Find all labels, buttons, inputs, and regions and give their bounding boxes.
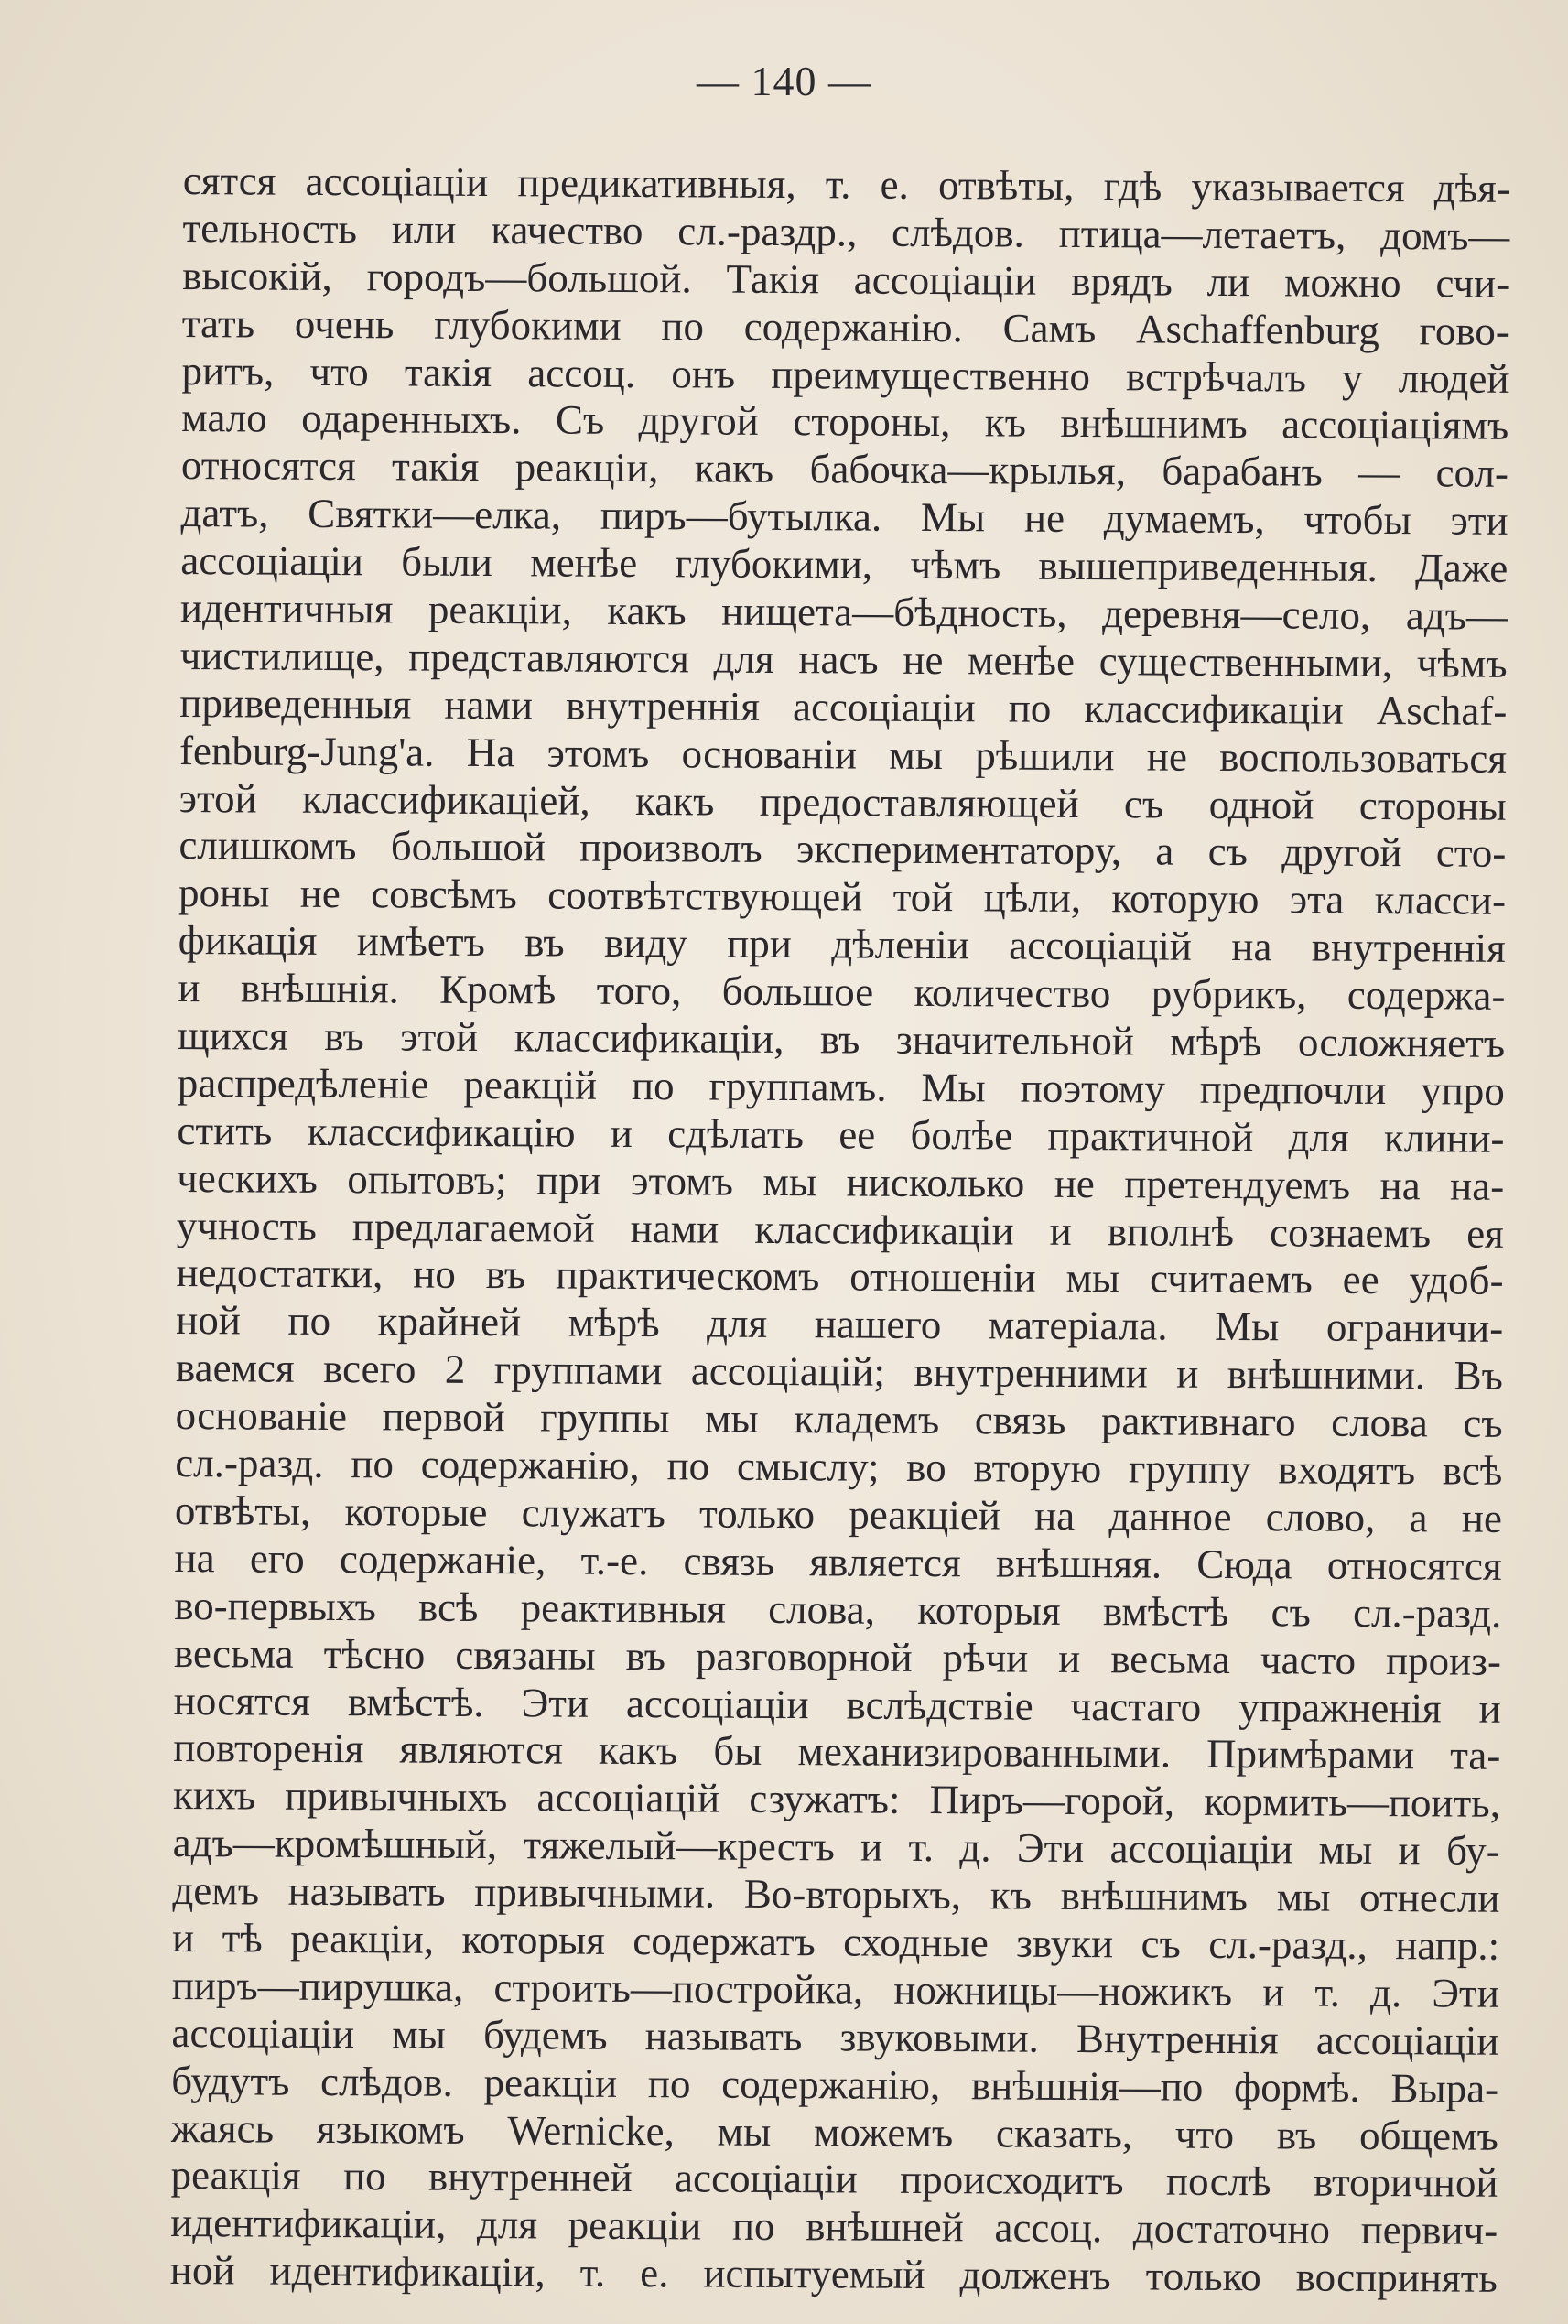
text-line: реакція по внутренней ассоціаціи происходитъ послѣ вторичной	[170, 2152, 1498, 2207]
text-line: датъ, Святки—елка, пиръ—бутылка. Мы не думаемъ, чтобы эти	[180, 490, 1509, 545]
text-line: весьма тѣсно связаны въ разговорной рѣчи и весьма часто произ-	[173, 1629, 1502, 1684]
text-line: носятся вмѣстѣ. Эти ассоціаціи вслѣдствіе частаго упражненія и	[173, 1677, 1501, 1732]
text-line: жаясь языкомъ Wernicke, мы можемъ сказать, что въ общемъ	[170, 2104, 1498, 2159]
text-line: fenburg-Jung'а. На этомъ основаніи мы рѣшили не воспользоваться	[178, 727, 1508, 782]
text-line: идентичныя реакціи, какъ нищета—бѣдность, деревня—село, адъ—	[179, 585, 1509, 639]
text-line: отвѣты, которые служатъ только реакціей на данное слово, а не	[174, 1486, 1503, 1541]
text-line: на его содержаніе, т.-е. связь является внѣшняя. Сюда относятся	[174, 1534, 1502, 1589]
text-line: роны не совсѣмъ соотвѣтствующей той цѣли, которую эта класси-	[178, 870, 1507, 924]
text-line: этой классификаціей, какъ предоставляющей съ одной стороны	[178, 774, 1507, 829]
text-line: учность предлагаемой нами классификаціи и вполнѣ сознаемъ ея	[176, 1202, 1504, 1257]
text-line: сл.-разд. по содержанію, по смыслу; во вторую группу входятъ всѣ	[175, 1440, 1503, 1494]
text-line: чистилище, представляются для насъ не менѣе существенными, чѣмъ	[179, 632, 1508, 686]
body-text	[170, 157, 1510, 2303]
text-line: будутъ слѣдов. реакціи по содержанію, внѣшнія—по формѣ. Выра-	[171, 2057, 1499, 2112]
text-line: кихъ привычныхъ ассоціацій сзужатъ: Пиръ—горой, кормить—поить,	[172, 1772, 1501, 1827]
text-line: высокій, городъ—большой. Такія ассоціаціи врядъ ли можно счи-	[182, 252, 1510, 307]
text-line: повторенія являются какъ бы механизированными. Примѣрами та-	[173, 1724, 1501, 1779]
page-number: — 140 —	[697, 58, 871, 104]
text-line: недостатки, но въ практическомъ отношеніи мы считаемъ ее удоб-	[176, 1249, 1504, 1304]
text-line: стить классификацію и сдѣлать ее болѣе практичной для клини-	[177, 1107, 1505, 1162]
text-line: ческихъ опытовъ; при этомъ мы нисколько не претендуемъ на на-	[177, 1154, 1505, 1209]
text-line: тельность или качество сл.-раздр., слѣдов. птица—летаетъ, домъ—	[182, 204, 1510, 259]
text-line: ной идентификаціи, т. е. испытуемый долженъ только воспринять	[169, 2247, 1498, 2302]
text-line: фикація имѣетъ въ виду при дѣленіи ассоціацій на внутреннія	[178, 917, 1506, 972]
text-line: основаніе первой группы мы кладемъ связь рактивнаго слова съ	[175, 1392, 1503, 1446]
text-line: ассоціаціи были менѣе глубокими, чѣмъ вышеприведенныя. Даже	[180, 537, 1509, 591]
text-line: слишкомъ большой произволъ экспериментатору, а съ другой сто-	[178, 822, 1507, 877]
text-line: демъ называть привычными. Во-вторыхъ, къ внѣшнимъ мы отнесли	[172, 1867, 1500, 1921]
text-line: ной по крайней мѣрѣ для нашего матеріала. Мы ограничи-	[176, 1297, 1504, 1352]
text-line: щихся въ этой классификаціи, въ значительной мѣрѣ осложняетъ	[177, 1012, 1506, 1066]
text-line: адъ—кромѣшный, тяжелый—крестъ и т. д. Эти ассоціаціи мы и бу-	[172, 1820, 1500, 1874]
text-line: и тѣ реакціи, которыя содержатъ сходные звуки съ сл.-разд., напр.:	[171, 1914, 1500, 1969]
text-line: пиръ—пирушка, строить—постройка, ножницы—ножикъ и т. д. Эти	[171, 1962, 1499, 2016]
text-line: мало одаренныхъ. Съ другой стороны, къ внѣшнимъ ассоціаціямъ	[181, 395, 1509, 449]
text-line: идентификаціи, для реакціи по внѣшней ассоц. достаточно первич-	[170, 2200, 1498, 2254]
text-line: ваемся всего 2 группами ассоціацій; внутренними и внѣшними. Въ	[175, 1345, 1504, 1400]
text-line: сятся ассоціаціи предикативныя, т. е. отвѣты, гдѣ указывается дѣя-	[182, 157, 1510, 211]
text-line: и внѣшнія. Кромѣ того, большое количество рубрикъ, содержа-	[178, 965, 1506, 1019]
text-line: относятся такія реакціи, какъ бабочка—крылья, барабанъ — сол-	[180, 442, 1509, 497]
text-line: тать очень глубокими по содержанію. Самъ Aschaffenburg гово-	[181, 299, 1510, 354]
text-line: приведенныя нами внутреннія ассоціаціи по классификаціи Aschaf-	[179, 679, 1508, 734]
text-line: распредѣленіе реакцій по группамъ. Мы поэтому предпочли упро	[177, 1059, 1505, 1114]
text-line: ассоціаціи мы будемъ называть звуковыми. Внутреннія ассоціаціи	[171, 2009, 1499, 2064]
text-line: ритъ, что такія ассоц. онъ преимущественно встрѣчалъ у людей	[181, 347, 1509, 402]
text-line: во-первыхъ всѣ реактивныя слова, которыя вмѣстѣ съ сл.-разд.	[174, 1582, 1502, 1637]
